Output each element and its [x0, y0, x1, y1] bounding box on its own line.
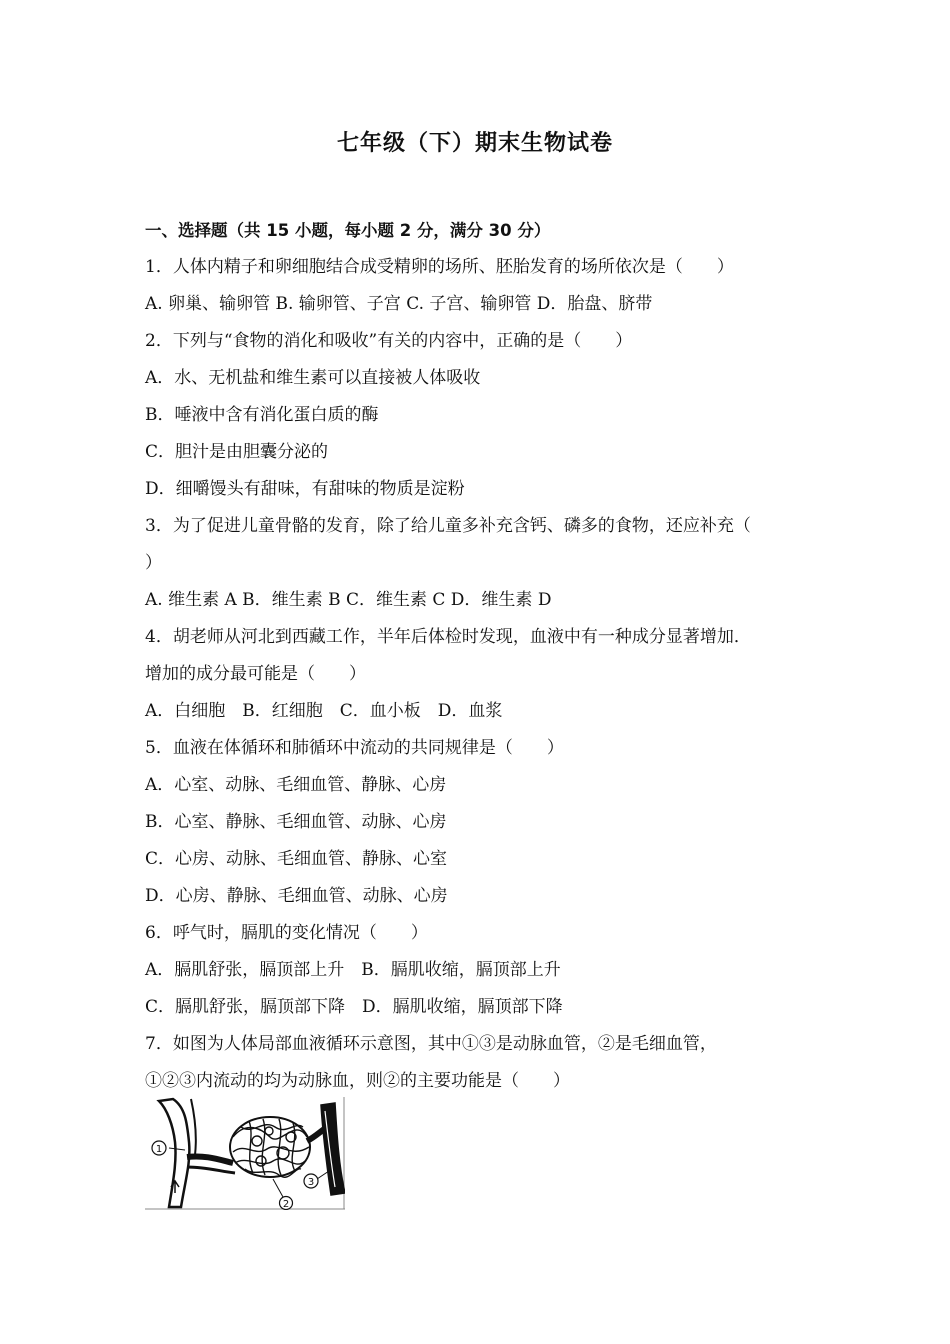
page-title: 七年级（下）期末生物试卷 [336, 131, 613, 156]
text-line: D．细嚼馒头有甜味，有甜味的物质是淀粉 [145, 479, 465, 499]
svg-text:3: 3 [307, 1177, 315, 1188]
text-line: A．心室、动脉、毛细血管、静脉、心房 [145, 775, 447, 795]
text-line: A．膈肌舒张，膈顶部上升 B．膈肌收缩，膈顶部上升 [145, 960, 561, 980]
text-line: ①②③内流动的均为动脉血，则②的主要功能是（ ） [145, 1071, 570, 1091]
text-line: 3．为了促进儿童骨骼的发育，除了给儿童多补充含钙、磷多的食物，还应补充（ [145, 516, 751, 536]
text-line: B．唾液中含有消化蛋白质的酶 [145, 405, 379, 425]
text-line: ） [145, 553, 162, 573]
label-1 [152, 1141, 166, 1155]
text-line: C．膈肌舒张，膈顶部下降 D．膈肌收缩，膈顶部下降 [145, 997, 563, 1017]
text-line: 7．如图为人体局部血液循环示意图，其中①③是动脉血管，②是毛细血管， [145, 1034, 717, 1054]
text-line: 2．下列与“食物的消化和吸收”有关的内容中，正确的是（ ） [145, 331, 633, 351]
text-line: A．白细胞 B．红细胞 C．血小板 D．血浆 [145, 701, 503, 721]
label-3 [304, 1174, 318, 1188]
label-2 [280, 1197, 293, 1211]
section-heading: 一、选择题（共 15 小题，每小题 2 分，满分 30 分） [145, 221, 551, 240]
text-line: 增加的成分最可能是（ ） [145, 664, 366, 684]
text-line: D．心房、静脉、毛细血管、动脉、心房 [145, 886, 448, 906]
text-line: C．胆汁是由胆囊分泌的 [145, 442, 329, 462]
text-line: 6．呼气时，膈肌的变化情况（ ） [145, 923, 428, 943]
svg-text:2: 2 [282, 1199, 290, 1210]
text-line: A. 卵巢、输卵管 B. 输卵管、子宫 C. 子宫、输卵管 D．胎盘、脐带 [145, 294, 653, 314]
text-line: 1．人体内精子和卵细胞结合成受精卵的场所、胚胎发育的场所依次是（ ） [145, 257, 734, 277]
question-content [145, 212, 813, 1100]
blood-circulation-figure [145, 1097, 345, 1210]
text-line: 5．血液在体循环和肺循环中流动的共同规律是（ ） [145, 738, 564, 758]
text-line: C．心房、动脉、毛细血管、静脉、心室 [145, 849, 448, 869]
text-line: A. 维生素 A B．维生素 B C．维生素 C D．维生素 D [145, 590, 552, 610]
svg-text:1: 1 [155, 1144, 163, 1155]
text-line: B．心室、静脉、毛细血管、动脉、心房 [145, 812, 447, 832]
text-line: 4．胡老师从河北到西藏工作，半年后体检时发现，血液中有一种成分显著增加． [145, 627, 751, 647]
text-line: A．水、无机盐和维生素可以直接被人体吸收 [145, 368, 481, 388]
